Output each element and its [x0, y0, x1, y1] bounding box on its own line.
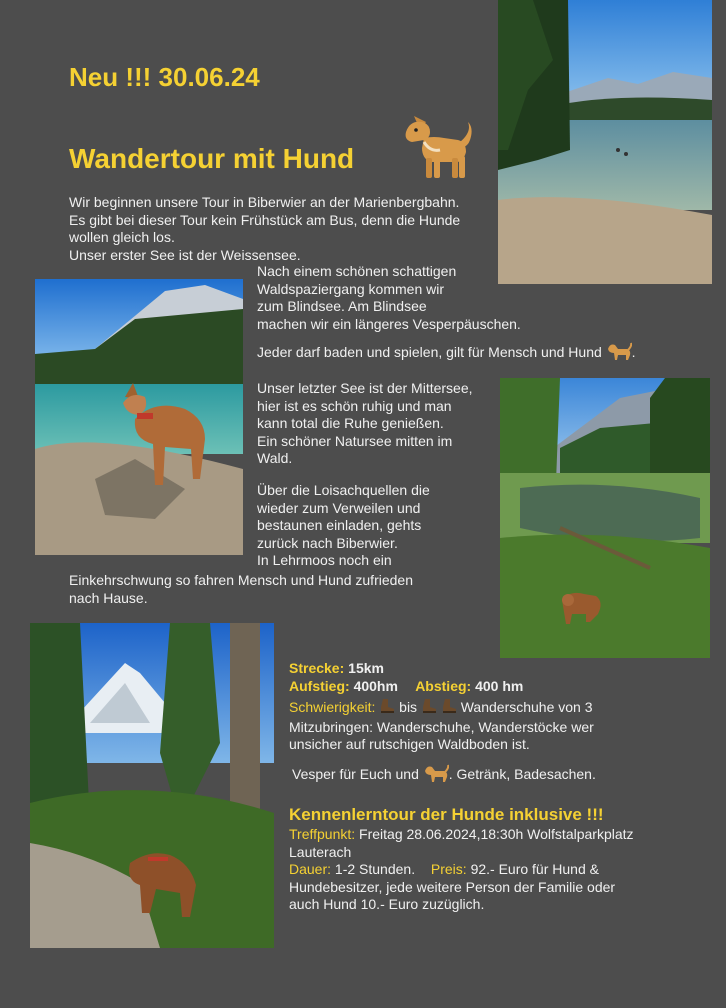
hoehenmeter-row	[289, 678, 709, 696]
mitbringen-line: Mitzubringen: Wanderschuhe, Wanderstöcke wer	[289, 718, 594, 735]
photo-weissensee	[498, 0, 712, 284]
loisach-line: Einkehrschwung so fahren Mensch und Hund zufrieden	[69, 572, 413, 588]
loisach-line: nach Hause.	[69, 589, 148, 606]
dog-icon	[606, 341, 632, 366]
mittersee-line: Unser letzter See ist der Mittersee,	[257, 380, 473, 396]
dauer-preis-row	[289, 861, 709, 879]
blindsee-line: machen wir ein längeres Vesperpäuschen.	[257, 315, 521, 332]
loisach-line: In Lehrmoos noch ein	[257, 552, 392, 568]
tour-facts	[289, 660, 709, 787]
treffpunkt-label: Treffpunkt:	[289, 826, 356, 842]
mittersee-line: Ein schöner Natursee mitten im	[257, 432, 453, 449]
aufstieg-label: Aufstieg:	[289, 677, 350, 694]
strecke-label: Strecke:	[289, 660, 345, 676]
date-headline: Neu !!! 30.06.24	[69, 62, 260, 92]
loisach-paragraph	[257, 482, 497, 570]
schwierigkeit-label: Schwierigkeit:	[289, 698, 376, 715]
mittersee-line: hier ist es schön ruhig und man	[257, 397, 452, 414]
blindsee-line: Nach einem schönen schattigen	[257, 263, 457, 279]
kennenlern-title: Kennenlerntour der Hunde inklusive !!!	[289, 805, 604, 824]
treffpunkt-value-2: Lauterach	[289, 843, 352, 860]
vesper-post: . Getränk, Badesachen.	[448, 765, 596, 782]
loisach-line: Über die Loisachquellen die	[257, 482, 430, 498]
strecke-row	[289, 660, 709, 678]
intro-line: Wir beginnen unsere Tour in Biberwier an der Marienbergbahn.	[69, 194, 460, 210]
intro-paragraph	[69, 194, 499, 264]
play-text: Jeder darf baden und spielen, gilt für Mensch und Hund	[257, 343, 602, 360]
loisach-line: bestaunen einladen, gehts	[257, 517, 422, 533]
intro-line: Unser erster See ist der Weissensee.	[69, 246, 301, 263]
page-title: Wandertour mit Hund	[69, 143, 355, 174]
loisach-line: wieder zum Verweilen und	[257, 499, 421, 516]
preis-line: Hundebesitzer, jede weitere Person der Familie oder	[289, 878, 616, 895]
photo-mountain-trail-dog	[30, 623, 274, 948]
abstieg-value: 400 hm	[475, 677, 524, 694]
hiking-boot-icon	[421, 698, 437, 719]
strecke-value: 15km	[348, 660, 384, 676]
hiking-boot-icon	[441, 698, 457, 719]
dog-icon	[423, 763, 449, 788]
schwierigkeit-tail: Wanderschuhe von 3	[460, 698, 593, 715]
treffpunkt-row	[289, 826, 709, 844]
photo-mittersee-dog	[500, 378, 710, 658]
treffpunkt-value: Freitag 28.06.2024,18:30h Wolfstalparkplatz	[359, 826, 634, 842]
dauer-label: Dauer:	[289, 861, 332, 877]
intro-line: Es gibt bei dieser Tour kein Frühstück am Bus, denn die Hunde	[69, 211, 461, 228]
hiking-boot-icon	[379, 698, 395, 719]
schwierigkeit-row	[289, 698, 709, 719]
abstieg-label: Abstieg:	[415, 677, 472, 694]
photo-blindsee-dog	[35, 279, 243, 555]
dog-icon	[400, 106, 476, 182]
preis-value: 92.- Euro für Hund &	[470, 861, 599, 877]
preis-line: auch Hund 10.- Euro zuzüglich.	[289, 896, 485, 912]
intro-line: wollen gleich los.	[69, 229, 175, 245]
schwierigkeit-bis: bis	[399, 698, 418, 715]
mittersee-line: kann total die Ruhe genießen.	[257, 415, 444, 431]
vesper-row	[292, 763, 709, 788]
blindsee-paragraph	[257, 263, 697, 333]
aufstieg-value: 400hm	[353, 677, 398, 694]
mitbringen-line: unsicher auf rutschigen Waldboden ist.	[289, 736, 530, 752]
kennenlern-details	[289, 826, 709, 914]
loisach-line: zurück nach Biberwier.	[257, 534, 398, 551]
mittersee-paragraph	[257, 380, 497, 468]
preis-label: Preis:	[430, 861, 467, 877]
loisach-closing	[69, 572, 499, 607]
vesper-pre: Vesper für Euch und	[292, 765, 419, 782]
blindsee-line: zum Blindsee. Am Blindsee	[257, 298, 427, 314]
play-line: Jeder darf baden und spielen, gilt für Mensch und Hund .	[257, 341, 707, 366]
blindsee-line: Waldspaziergang kommen wir	[257, 280, 444, 297]
dauer-value: 1-2 Stunden.	[334, 861, 416, 877]
mittersee-line: Wald.	[257, 450, 293, 466]
